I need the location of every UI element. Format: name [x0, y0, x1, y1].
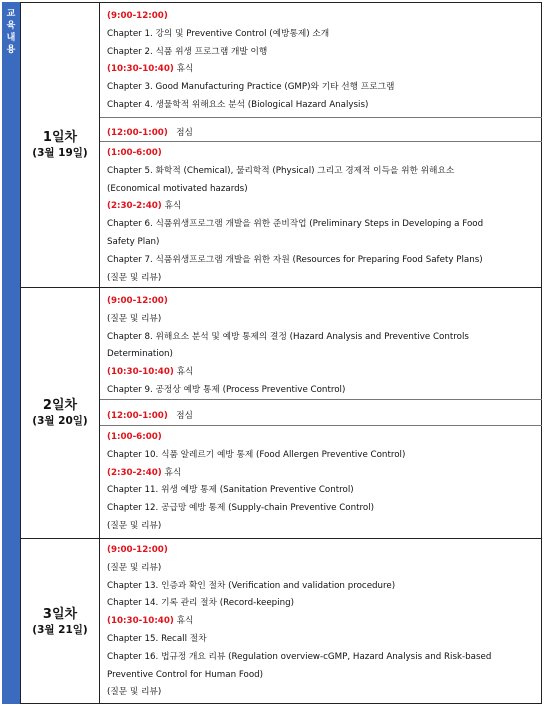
break-line: (2:30-2:40) 휴식 — [107, 201, 182, 212]
break-line: (10:30-10:40) 휴식 — [107, 367, 194, 378]
break-time: (2:30-2:40) — [107, 467, 162, 478]
break-time: (10:30-10:40) — [107, 64, 174, 75]
session-line: Chapter 8. 위해요소 분석 및 예방 통제의 결정 (Hazard Analysis and Preventive Controls — [107, 331, 469, 342]
session-line: Chapter 13. 인증과 확인 절차 (Verification and validation procedure) — [107, 580, 396, 591]
lunch-time: (12:00-1:00) — [107, 128, 168, 138]
day-1-afternoon — [100, 142, 542, 288]
day-name: 1일차 — [42, 129, 78, 145]
session-line: Preventive Control for Human Food) — [107, 669, 264, 680]
session-line: Chapter 15. Recall 절차 — [107, 633, 207, 644]
session-line: Chapter 9. 공정상 예방 통제 (Process Preventive Control) — [107, 384, 346, 395]
day-3-label — [21, 539, 100, 704]
session-line: Chapter 5. 화학적 (Chemical), 물리학적 (Physical) 그리고 경제적 이득을 위한 위해요소 — [107, 165, 455, 176]
day-1-lunch — [100, 118, 542, 142]
day-2-lunch — [100, 400, 542, 426]
day-name: 3일차 — [42, 606, 78, 622]
session-line: Chapter 14. 기록 관리 절차 (Record-keeping) — [107, 598, 294, 609]
time-slot: (9:00-12:00) — [107, 545, 168, 555]
break-time: (10:30-10:40) — [107, 367, 174, 378]
time-slot: (1:00-6:00) — [107, 432, 162, 442]
session-line: Chapter 3. Good Manufacturing Practice (GMP)와 기타 선행 프로그램 — [107, 82, 395, 93]
session-line: Chapter 7. 식품위생프로그램 개발을 위한 자원 (Resources for Preparing Food Safety Plans) — [107, 254, 483, 265]
break-line: (10:30-10:40) 휴식 — [107, 616, 194, 627]
day-date: (3월 19일) — [32, 146, 88, 159]
day-2-label — [21, 288, 100, 539]
session-line: Safety Plan) — [107, 236, 160, 247]
session-line: Determination) — [107, 349, 173, 360]
break-time: (2:30-2:40) — [107, 201, 162, 212]
session-line: (질문 및 리뷰) — [107, 272, 162, 283]
day-date: (3월 20일) — [32, 415, 88, 427]
break-line: (10:30-10:40) 휴식 — [107, 64, 194, 75]
break-line: (2:30-2:40) 휴식 — [107, 467, 182, 478]
day-1-morning — [100, 2, 542, 118]
day-1-label — [21, 2, 100, 288]
sidebar — [2, 2, 21, 704]
lunch-time: (12:00-1:00) — [107, 411, 168, 421]
session-line: Chapter 2. 식품 위생 프로그램 개발 이행 — [107, 46, 268, 57]
lunch-label: 점심 — [176, 411, 193, 421]
sidebar-label: 교 육 내 용 — [6, 9, 16, 55]
time-slot: (1:00-6:00) — [107, 148, 162, 158]
session-line: Chapter 6. 식품위생프로그램 개발을 위한 준비작업 (Preliminary Steps in Developing a Food — [107, 219, 484, 230]
session-line: Chapter 4. 생물학적 위해요소 분석 (Biological Hazard Analysis) — [107, 99, 369, 110]
session-line: (질문 및 리뷰) — [107, 313, 162, 324]
time-slot: (9:00-12:00) — [107, 11, 168, 21]
session-line: Chapter 12. 공급망 예방 통제 (Supply-chain Preventive Control) — [107, 503, 375, 514]
session-line: (질문 및 리뷰) — [107, 562, 162, 573]
day-name: 2일차 — [42, 398, 78, 413]
day-2-afternoon — [100, 426, 542, 539]
day-date: (3월 21일) — [32, 623, 88, 636]
session-line: Chapter 1. 강의 및 Preventive Control (예방통제) 소개 — [107, 28, 330, 39]
session-line: Chapter 10. 식품 알레르기 예방 통제 (Food Allergen Preventive Control) — [107, 449, 406, 460]
day-3-morning — [100, 539, 542, 704]
session-line: Chapter 11. 위생 예방 통제 (Sanitation Preventive Control) — [107, 485, 354, 496]
session-line: (질문 및 리뷰) — [107, 687, 162, 698]
session-line: (질문 및 리뷰) — [107, 520, 162, 531]
day-2-morning — [100, 288, 542, 400]
break-time: (10:30-10:40) — [107, 616, 174, 627]
time-slot: (9:00-12:00) — [107, 296, 168, 306]
session-line: Chapter 16. 법규정 개요 리뷰 (Regulation overview-cGMP, Hazard Analysis and Risk-based — [107, 651, 492, 662]
lunch-label: 점심 — [176, 128, 193, 138]
session-line: (Economical motivated hazards) — [107, 183, 248, 194]
